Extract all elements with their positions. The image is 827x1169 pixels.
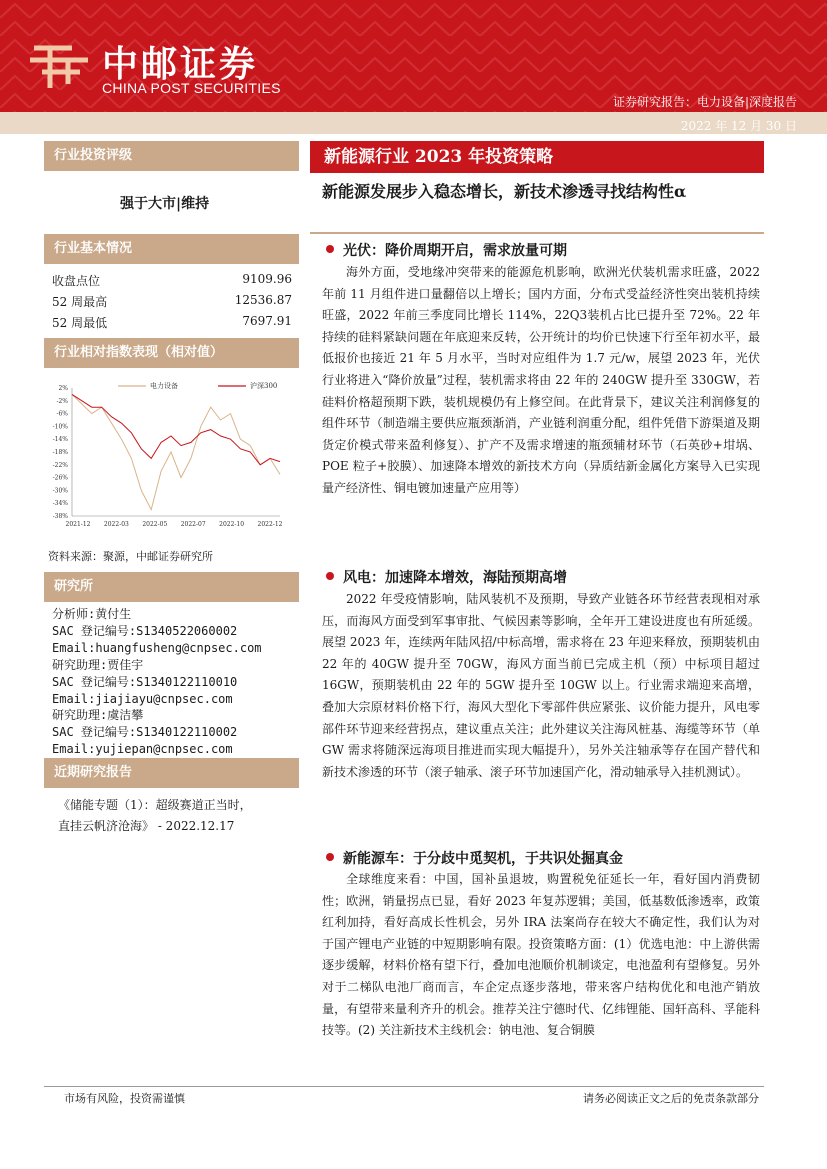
relative-index-chart bbox=[48, 378, 288, 536]
y-tick-label: -18% bbox=[52, 449, 68, 456]
section-heading-nev: 新能源车：于分歧中觅契机，于共识处掘真金 bbox=[326, 848, 623, 868]
y-tick-label: -30% bbox=[52, 487, 68, 495]
basics-row: 52 周最高 12536.87 bbox=[52, 293, 292, 309]
y-tick-label: -34% bbox=[52, 500, 68, 508]
bullet-icon bbox=[326, 245, 334, 253]
section-text-nev: 全球维度来看：中国，国补虽退坡，购置税免征延长一年，看好国内消费韧性；欧洲，销量拐点已显，看好 2023 年复苏逻辑；美国，低基数低渗透率，政策红利加持，看好高成长性机会，另外 IRA 法案尚存在较大不确定性，我们认为对于国产锂电产业链的中短期影响有限。投资策略方面：(1）优选电池：中上游供需逐步缓解，材料价格有望下行，叠加电池顺价机制谈定，电池盈利有望修复。另外对于二梯队电池厂商而言，车企定点逐步落地，带来客户结构优化和电池产销放量，有望带来量利齐升的机会。推荐关注宁德时代、亿纬锂能、国轩高科、孚能科技等。(2) 关注新技术主线机会：钠电池、复合铜膜 bbox=[322, 872, 760, 1038]
analyst-line: Email:jiajiayu@cnpsec.com bbox=[52, 691, 233, 706]
section-text-wind: 2022 年受疫情影响，陆风装机不及预期，导致产业链各环节经营表现相对承压，而海风方面受到军事审批、气候因素等影响，全年开工建设进度也有所延缓。展望 2023 年，连续两年陆风招/中标高增，需求将在 23 年迎来释放，预期装机由 22 年的 40GW 提升至 70GW，海风方面当前已完成主机（预）中标项目超过 16GW，预期装机由 22 年的 5GW 提升至 10GW 以上。行业需求端迎来高增，叠加大宗原材料价格下行，海风大型化下零部件供应紧张、议价能力提升，风电零部件环节迎来经营拐点，建议重点关注；此外建议关注海风桩基、海缆等环节（单 GW 需求将随深远海项目推进而实现大幅提升），另外关注轴承等存在国产替代和新技术渗透的环节（滚子轴承、滚子环节加速国产化，滑动轴承导入挂机测试）。 bbox=[322, 592, 760, 779]
china-post-logo-icon bbox=[28, 40, 92, 92]
recent-report-line: 《储能专题（1）：超级赛道正当时， bbox=[58, 798, 252, 812]
analyst-list bbox=[52, 606, 262, 758]
report-header bbox=[0, 0, 827, 112]
basics-heading: 行业基本情况 bbox=[44, 234, 299, 264]
y-tick-label: -38% bbox=[52, 513, 68, 520]
brand-name-en: CHINA POST SECURITIES bbox=[102, 80, 281, 96]
recent-heading: 近期研究报告 bbox=[44, 758, 299, 788]
x-tick-label: 2022-12 bbox=[257, 521, 283, 528]
footer-disclaimer: 请务必阅读正文之后的免责条款部分 bbox=[583, 1092, 759, 1105]
brand-name-cn: 中邮证券 bbox=[102, 44, 259, 85]
x-tick-label: 2022-10 bbox=[219, 521, 245, 528]
section-heading-wind: 风电：加速降本增效，海陆预期高增 bbox=[326, 567, 567, 587]
bullet-icon bbox=[326, 572, 334, 580]
footer-risk-note: 市场有风险，投资需谨慎 bbox=[64, 1092, 185, 1105]
recent-report-line: 直挂云帆济沧海》 - 2022.12.17 bbox=[58, 819, 235, 833]
divider bbox=[310, 232, 764, 234]
legend-label: 电力设备 bbox=[150, 382, 178, 390]
team-heading: 研究所 bbox=[44, 572, 299, 602]
rating-heading: 行业投资评级 bbox=[44, 141, 299, 171]
x-tick-label: 2021-12 bbox=[65, 521, 91, 528]
report-subtitle: 新能源发展步入稳态增长，新技术渗透寻找结构性α bbox=[322, 182, 687, 201]
footer-divider bbox=[44, 1086, 764, 1087]
section-text-pv: 海外方面，受地缘冲突带来的能源危机影响，欧洲光伏装机需求旺盛，2022 年前 11 月组件进口量翻倍以上增长；国内方面，分布式受益经济性突出装机持续旺盛，2022 年前三季度同比增长 114%，22Q3装机占比已提升至 72%。22 年持续的硅料紧缺问题在年底迎来反转，公开统计的均价已快速下行至年初水平，最低报价也接近 21 年 5 月水平，当时对应组件为 1.7 元/w，展望 2023 年，光伏行业将进入“降价放量”过程，装机需求将由 22 年的 240GW 提升至 330GW，若硅料价格超预期下跌，装机规模仍有上修空间。在此背景下，建议关注利润修复的组件环节（制造端主要供应瓶颈渐消，产业链利润重分配，组件凭借下游渠道及期货定价模式带来盈利修复）、扩产不及需求增速的瓶颈辅材环节（石英砂+坩埚、POE 粒子+胶膜）、加速降本增效的新技术方向（异质结新金属化方案导入已实现量产经济性、铜电镀加速量产应用等） bbox=[322, 265, 760, 495]
analyst-line: Email:yujiepan@cnpsec.com bbox=[52, 742, 233, 757]
report-title: 新能源行业 2023 年投资策略 bbox=[310, 141, 764, 173]
series-line bbox=[72, 394, 280, 464]
analyst-line: SAC 登记编号:S1340122110010 bbox=[52, 674, 238, 689]
chart-source: 资料来源：聚源，中邮证券研究所 bbox=[48, 550, 213, 563]
analyst-line: 分析师:黄付生 bbox=[52, 607, 132, 621]
performance-heading: 行业相对指数表现（相对值） bbox=[44, 338, 299, 368]
rating-value: 强于大市|维持 bbox=[120, 196, 210, 212]
analyst-line: 研究助理:贾佳宇 bbox=[52, 657, 144, 672]
y-tick-label: 2% bbox=[58, 385, 68, 392]
analyst-line: SAC 登记编号:S1340122110002 bbox=[52, 725, 238, 740]
legend-label: 沪深300 bbox=[250, 382, 278, 390]
analyst-line: SAC 登记编号:S1340522060002 bbox=[52, 623, 238, 638]
x-tick-label: 2022-03 bbox=[103, 521, 129, 528]
breadcrumb: 证券研究报告：电力设备|深度报告 bbox=[612, 95, 797, 109]
basics-row: 52 周最低 7697.91 bbox=[52, 314, 292, 330]
y-tick-label: -2% bbox=[56, 397, 68, 405]
recent-report bbox=[58, 795, 252, 837]
basics-row: 收盘点位 9109.96 bbox=[52, 272, 292, 288]
y-tick-label: -26% bbox=[52, 474, 68, 482]
x-tick-label: 2022-05 bbox=[142, 521, 168, 528]
y-tick-label: -22% bbox=[52, 461, 68, 469]
y-tick-label: -10% bbox=[52, 423, 68, 431]
y-tick-label: -14% bbox=[52, 436, 68, 444]
x-tick-label: 2022-07 bbox=[180, 521, 206, 528]
bullet-icon bbox=[326, 853, 334, 861]
analyst-line: Email:huangfusheng@cnpsec.com bbox=[52, 640, 262, 655]
analyst-line: 研究助理:虞洁攀 bbox=[52, 708, 144, 723]
y-tick-label: -6% bbox=[56, 410, 68, 418]
section-heading-pv: 光伏：降价周期开启，需求放量可期 bbox=[326, 240, 567, 260]
report-date: 2022 年 12 月 30 日 bbox=[680, 119, 797, 133]
